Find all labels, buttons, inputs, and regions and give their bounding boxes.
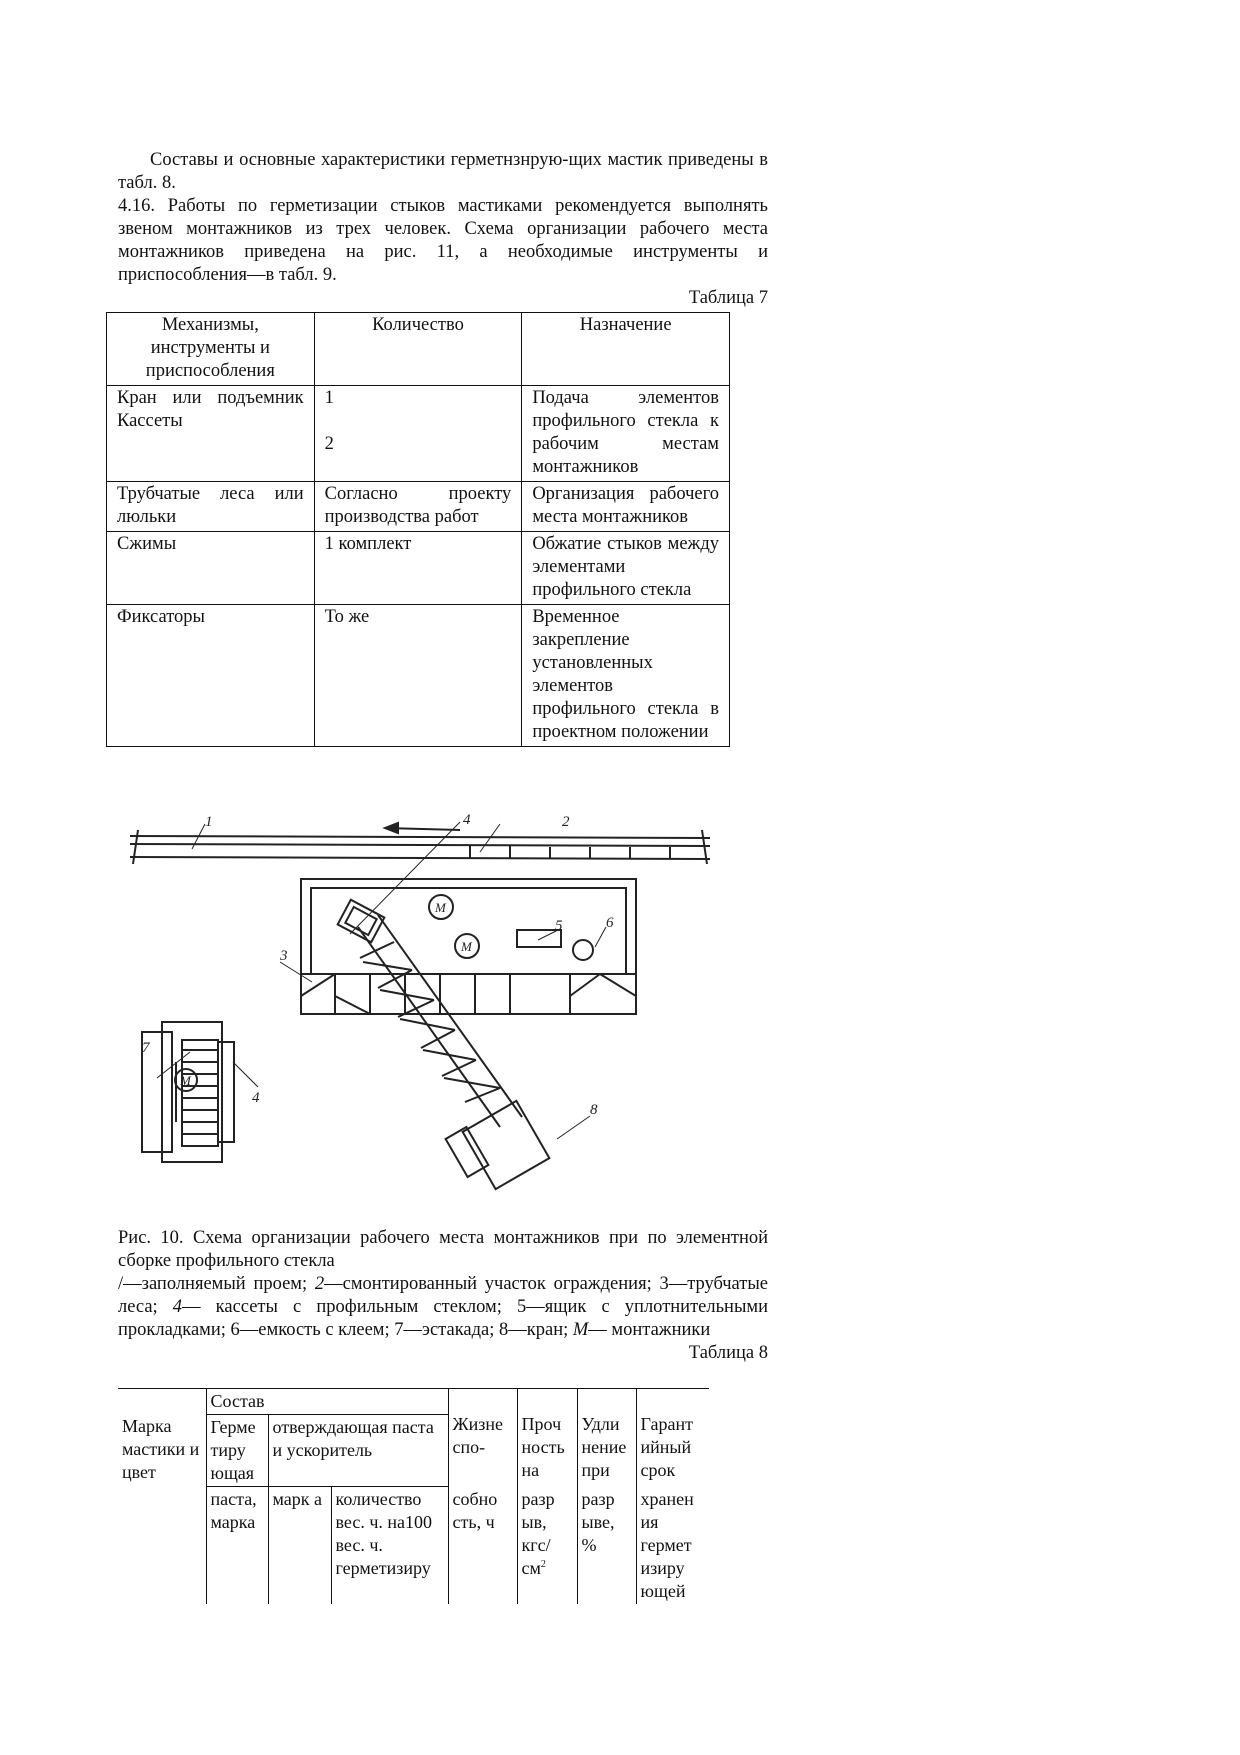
header-life: Жизне спо- [448, 1389, 517, 1487]
table-row [107, 605, 730, 747]
strength-unit-sup: 2 [540, 1558, 546, 1570]
legend-item-1: / [118, 1274, 124, 1294]
figure-label-8: 8 [590, 1102, 598, 1118]
table-cell: Временное закрепление установленных элементов профильного стекла в проектном положении [522, 605, 730, 747]
header-cell: Назначение [522, 313, 730, 386]
table-cell: Трубчатые леса или люльки [107, 482, 315, 532]
legend-item-m: М [572, 1320, 589, 1340]
header-warranty-cont: хранен ия гермет изиру ющей [636, 1487, 709, 1604]
figure-label-6: 6 [606, 915, 614, 931]
header-brand: марк а [268, 1487, 331, 1604]
direction-arrow-icon [385, 823, 460, 833]
header-mark: Марка мастики и цвет [118, 1389, 206, 1604]
header-elongation: Удли нение при [577, 1389, 636, 1487]
figure-label-2: 2 [562, 814, 570, 830]
figure-label-5: 5 [555, 918, 563, 934]
legend-item-2: 2 [314, 1274, 325, 1294]
cell-text: 1 [324, 388, 334, 408]
table7-caption: Таблица 7 [688, 288, 768, 308]
table-cell [314, 386, 522, 482]
header-warranty: Гарант ийный срок [636, 1389, 709, 1487]
table8-caption: Таблица 8 [688, 1343, 768, 1363]
trestle-7 [142, 1022, 234, 1162]
header-cell: Механизмы, инструменты и приспособления [107, 313, 315, 386]
header-amount: количество вес. ч. на100 вес. ч. герметизиру [331, 1487, 448, 1604]
legend-text: —заполняемый проем; [123, 1274, 315, 1294]
table-cell: 1 комплект [314, 532, 522, 605]
header-sostav: Состав [206, 1389, 448, 1415]
figure-label-m: M [435, 900, 446, 915]
header-germ: Герме тиру ющая [206, 1415, 268, 1487]
figure-label-4: 4 [252, 1090, 260, 1106]
intro-paragraph-2: 4.16. Работы по герметизации стыков мастиками рекомендуется выполнять звеном монтажников из трех человек. Схема организации рабочего места монтажников приведена на рис. 11, а необходимые инструменты и приспособления—в табл. 9. [118, 196, 768, 285]
figure-caption-title: Рис. 10. Схема организации рабочего места монтажников при по элементной сборке профильного стекла [118, 1228, 768, 1271]
header-strength-cont [517, 1487, 577, 1604]
figure-label-7: 7 [142, 1040, 150, 1056]
cell-text: Кассеты [117, 411, 183, 431]
table-cell: Подача элементов профильного стекла к рабочим местам монтажников [522, 386, 730, 482]
legend-text: —смонтированный участок ограждения; 3—трубчатые леса; [118, 1274, 769, 1317]
cell-text: Кран или подъемник [117, 388, 304, 408]
header-cell: Количество [314, 313, 522, 386]
figure-caption [118, 1227, 768, 1365]
table-cell [107, 386, 315, 482]
intro-paragraph-1: Составы и основные характеристики герметнзнрую-щих мастик приведены в табл. 8. [118, 150, 768, 193]
header-germ-brand: паста, марка [206, 1487, 268, 1604]
leader-lines [157, 822, 606, 1139]
table-header-row [118, 1389, 709, 1415]
table-cell: Организация рабочего места монтажников [522, 482, 730, 532]
table-cell: Фиксаторы [107, 605, 315, 747]
crane-boom [358, 915, 522, 1127]
table-cell: Обжатие стыков между элементами профильного стекла [522, 532, 730, 605]
cell-text: 2 [324, 434, 334, 454]
figure-label-m: M [180, 1073, 191, 1088]
table-cell: Сжимы [107, 532, 315, 605]
workplace-scheme-figure [130, 812, 730, 1212]
figure-label-m: M [461, 939, 472, 954]
glue-container-6 [573, 940, 593, 960]
table-row [107, 482, 730, 532]
figure-legend [118, 1273, 768, 1342]
intro-text [118, 149, 768, 310]
crane-cab-8 [446, 1101, 550, 1189]
figure-label-1: 1 [205, 814, 213, 830]
table-header-row [118, 1487, 709, 1604]
legend-text: — монтажники [588, 1320, 711, 1340]
opening-rail [130, 830, 710, 864]
legend-item-4: 4 [172, 1297, 183, 1317]
table-header-row [107, 313, 730, 386]
figure-label-4: 4 [463, 812, 471, 828]
table-7 [106, 312, 730, 747]
table-cell: То же [314, 605, 522, 747]
table-row [107, 532, 730, 605]
table-8 [118, 1388, 709, 1604]
figure-label-3: 3 [280, 948, 288, 964]
strength-unit: разр ыв, кгс/ см [521, 1488, 555, 1578]
table-cell: Согласно проекту производства работ [314, 482, 522, 532]
header-life-cont: собно сть, ч [448, 1487, 517, 1604]
header-elongation-cont: разр ыве, % [577, 1487, 636, 1604]
table-row [107, 386, 730, 482]
header-strength: Проч ность на [517, 1389, 577, 1487]
header-hardener: отверждающая паста и ускоритель [268, 1415, 448, 1487]
legend-text: — кассеты с профильным стеклом; 5—ящик с уплотнительными прокладками; 6—емкость с клеем; 7—эстакада; 8—кран; [118, 1297, 768, 1340]
